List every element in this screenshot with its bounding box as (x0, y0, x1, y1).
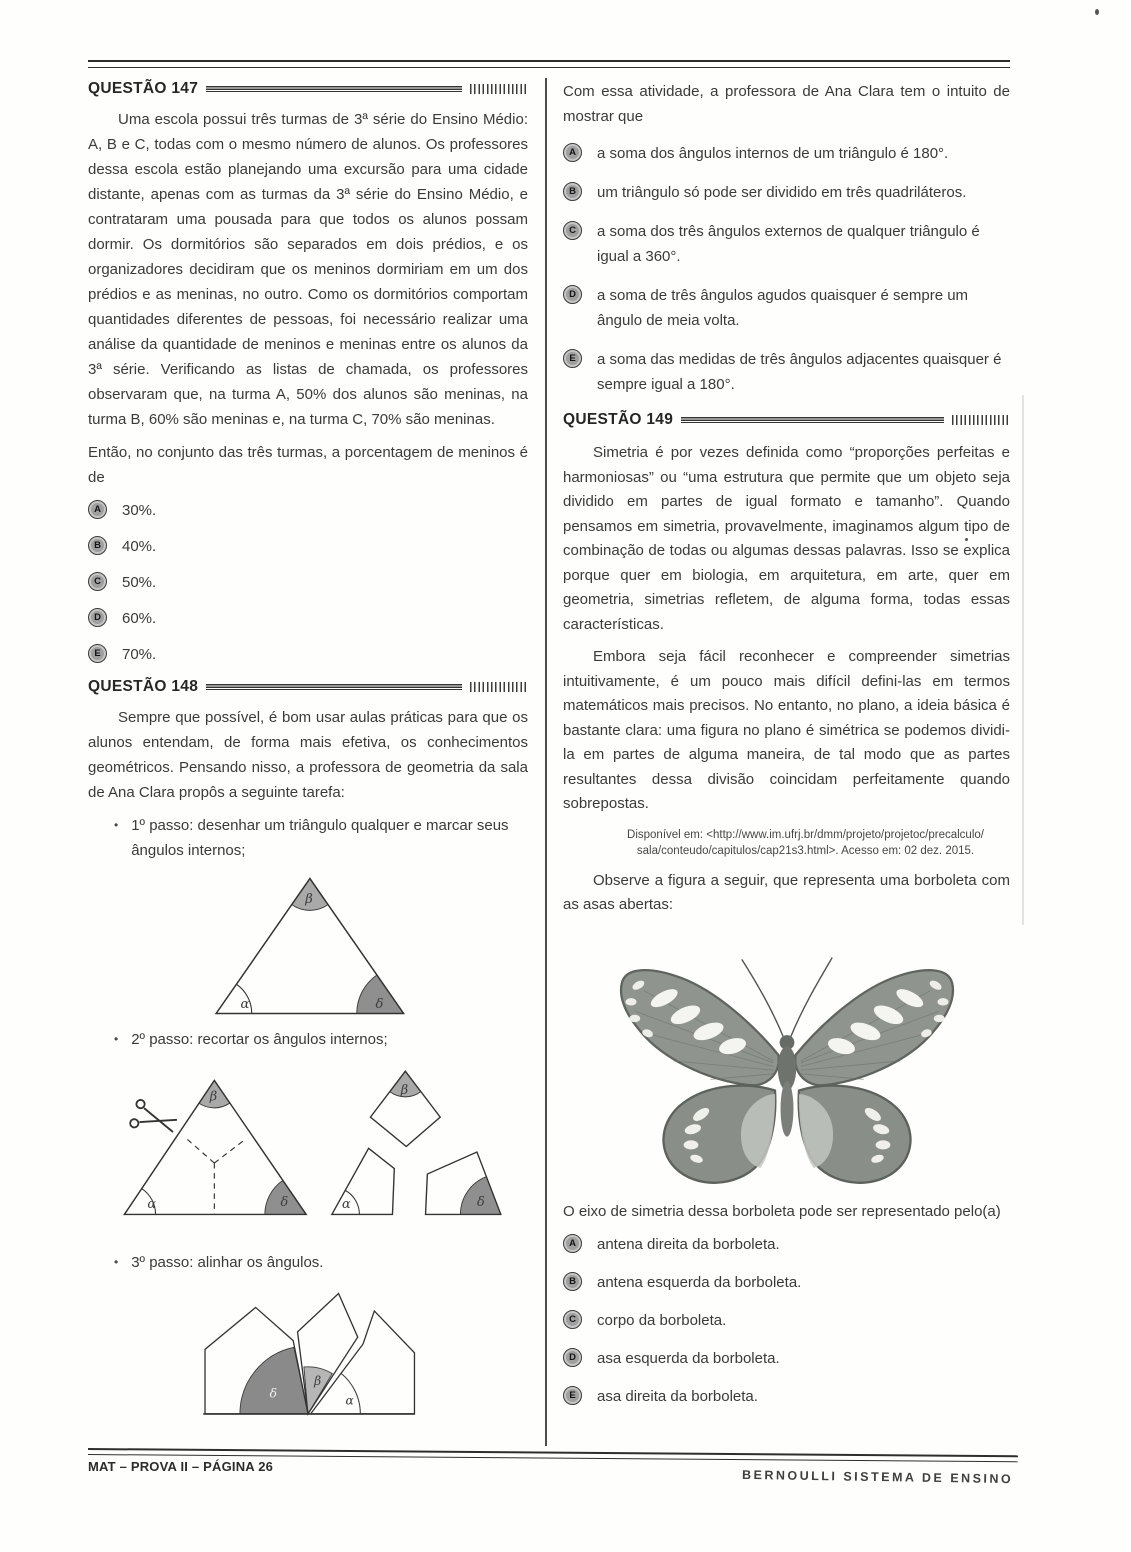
option-text: a soma dos ângulos internos de um triângulo é 180°. (597, 145, 949, 162)
option-text: a soma de três ângulos agudos quaisquer é sempre um ângulo de meia volta. (597, 287, 969, 329)
q148-option-b (563, 180, 1010, 205)
cut-angles-figure (106, 1060, 510, 1244)
q147-option-d (88, 606, 528, 631)
option-letter-badge: B (88, 536, 107, 555)
q148-options (563, 141, 1010, 397)
option-letter-badge: D (563, 285, 582, 304)
option-text: antena direita da borboleta. (597, 1236, 780, 1253)
beta-label: β (314, 1374, 322, 1389)
source-line-1: Disponível em: <http://www.im.ufrj.br/dmm/projeto/projetoc/precalculo/ (627, 828, 984, 841)
beta-label: β (305, 891, 313, 907)
alpha-piece-outline (311, 1311, 415, 1414)
source-citation (601, 827, 1010, 859)
left-column (88, 80, 528, 1433)
q148-option-a (563, 141, 1010, 166)
option-letter-badge: C (88, 572, 107, 591)
option-text: corpo da borboleta. (597, 1312, 727, 1329)
source-line-2: sala/conteudo/capitulos/cap21s3.html>. Acesso em: 02 dez. 2015. (636, 844, 975, 857)
option-text: 30%. (122, 502, 157, 519)
q149-option-b (563, 1270, 1010, 1295)
right-wing (795, 970, 953, 1183)
delta-label: δ (476, 1195, 485, 1211)
option-text: um triângulo só pode ser dividido em três quadriláteros. (597, 184, 967, 201)
left-wing (621, 970, 779, 1183)
q148-step-1: • 1º passo: desenhar um triângulo qualquer e marcar seus ângulos internos; (114, 813, 528, 863)
bullet-icon (114, 1027, 118, 1052)
scan-edge-artifact (1022, 395, 1024, 925)
option-letter-badge: A (88, 500, 107, 519)
option-letter-badge: A (563, 1234, 582, 1253)
delta-label: δ (269, 1386, 277, 1401)
beta-label: β (400, 1083, 409, 1099)
header-rule (206, 86, 462, 92)
q148-question: Com essa atividade, a professora de Ana Clara tem o intuito de mostrar que (563, 83, 1010, 125)
header-rule (681, 417, 944, 423)
header-hatch (470, 682, 528, 692)
right-column (563, 80, 1010, 1422)
bullet-icon (114, 813, 118, 863)
triangle-internal-angles-figure (195, 871, 421, 1021)
beta-label: β (209, 1089, 218, 1105)
aligned-angles-figure (177, 1283, 439, 1427)
delta-label: δ (280, 1195, 289, 1211)
option-letter-badge: E (563, 349, 582, 368)
alpha-label: α (240, 996, 250, 1012)
option-text: 40%. (122, 538, 157, 555)
delta-label: δ (375, 996, 384, 1012)
option-text: antena esquerda da borboleta. (597, 1274, 802, 1291)
cut-lines-dashed (185, 1137, 246, 1214)
q148-step-2: • 2º passo: recortar os ângulos internos; (114, 1027, 528, 1052)
scissors-icon (129, 1099, 179, 1140)
q149-paragraph-1: Simetria é por vezes definida como “proporções perfeitas e harmoniosas” ou “uma estrutura que permite que um objeto seja dividido em partes de igual formato e tamanho”. Quando pensamos em simetria, provavelmente, imaginamos algum tipo de combinação de todas ou algumas dessas palavras. Isso se explica porque quer em biologia, em arquitetura, em arte, quer em geometria, simetrias refletem, de alguma forma, todas essas características. (563, 444, 1010, 633)
option-text: a soma das medidas de três ângulos adjacentes quaisquer é sempre igual a 180°. (597, 351, 1002, 393)
option-letter-badge: B (563, 182, 582, 201)
q147-paragraph-2: Então, no conjunto das três turmas, a porcentagem de meninos é de (88, 444, 528, 486)
alpha-label: α (345, 1393, 354, 1408)
q149-option-c (563, 1308, 1010, 1333)
option-text: 50%. (122, 574, 157, 591)
q149-option-e (563, 1384, 1010, 1409)
option-letter-badge: D (88, 608, 107, 627)
q148-option-d (563, 283, 1010, 333)
q149-option-d (563, 1346, 1010, 1371)
option-text: asa direita da borboleta. (597, 1388, 758, 1405)
column-divider (545, 78, 547, 1446)
q149-paragraph-2: Embora seja fácil reconhecer e compreender simetrias intuitivamente, é um pouco mais difícil defini-las em termos matemáticos mais precisos. No entanto, no plano, a ideia básica é bastante clara: uma figura no plano é simétrica se podemos dividi-la em partes de alguma maneira, de tal modo que as partes resultantes dessa divisão coincidam perfeitamente quando sobrepostas. (563, 648, 1010, 812)
q147-option-a (88, 498, 528, 523)
question-148-title: QUESTÃO 148 (88, 678, 199, 695)
option-letter-badge: D (563, 1348, 582, 1367)
question-148-header (88, 678, 528, 696)
option-letter-badge: A (563, 143, 582, 162)
q149-options (563, 1232, 1010, 1409)
q147-option-b (88, 534, 528, 559)
option-text: 60%. (122, 610, 157, 627)
header-rule (206, 684, 462, 690)
question-149-header (563, 411, 1010, 429)
question-147-title: QUESTÃO 147 (88, 80, 199, 97)
header-hatch (952, 415, 1010, 425)
q147-option-e (88, 642, 528, 667)
butterfly-image (607, 926, 967, 1194)
top-rule (88, 60, 1010, 68)
delta-angle-sector (240, 1347, 308, 1414)
option-text: a soma dos três ângulos externos de qualquer triângulo é igual a 360°. (597, 223, 980, 265)
question-147-header (88, 80, 528, 98)
q148-step-3: • 3º passo: alinhar os ângulos. (114, 1250, 528, 1275)
option-letter-badge: E (88, 644, 107, 663)
q149-observe: Observe a figura a seguir, que representa uma borboleta com as asas abertas: (563, 871, 1010, 913)
header-hatch (470, 84, 528, 94)
footer-page-label: MAT – PROVA II – PÁGINA 26 (88, 1459, 274, 1474)
option-letter-badge: C (563, 1310, 582, 1329)
alpha-label: α (341, 1197, 351, 1213)
butterfly-abdomen (780, 1081, 793, 1136)
footer-publisher-label: BERNOULLI SISTEMA DE ENSINO (741, 1467, 1014, 1487)
bullet-icon (114, 1250, 118, 1275)
q147-option-c (88, 570, 528, 595)
q148-intro: Sempre que possível, é bom usar aulas práticas para que os alunos entendam, de forma mais efetiva, os conhecimentos geométricos. Pensando nisso, a professora de geometria da sala de Ana Clara propôs a seguinte tarefa: (88, 709, 528, 801)
q149-question: O eixo de simetria dessa borboleta pode ser representado pelo(a) (563, 1202, 1001, 1220)
option-letter-badge: C (563, 221, 582, 240)
q148-option-c (563, 219, 1010, 269)
option-letter-badge: B (563, 1272, 582, 1291)
q147-options (88, 498, 528, 667)
q148-option-e (563, 347, 1010, 397)
option-letter-badge: E (563, 1386, 582, 1405)
question-149-title: QUESTÃO 149 (563, 411, 674, 428)
scan-artifact (1095, 9, 1099, 15)
option-text: asa esquerda da borboleta. (597, 1350, 780, 1367)
alpha-label: α (147, 1197, 157, 1213)
option-text: 70%. (122, 646, 157, 663)
q147-paragraph-1: Uma escola possui três turmas de 3ª série do Ensino Médio: A, B e C, todas com o mesmo número de alunos. Os professores dessa escola estão planejando uma excursão para uma cidade distante, apenas com as turmas da 3ª série do Ensino Médio, e contrataram uma pousada para que todos os alunos possam dormir. Os dormitórios são separados em dois prédios, e os organizadores decidiram que os meninos dormiriam em um dos prédios e as meninas, no outro. Como os dormitórios comportam quantidades diferentes de pessoas, foi necessário realizar uma análise da quantidade de meninos e meninas entre os alunos da 3ª série. Verificando as listas de chamada, os professores observaram que, na turma A, 50% dos alunos são meninas, na turma B, 60% são meninas e, na turma C, 70% são meninas. (88, 111, 528, 428)
q149-option-a (563, 1232, 1010, 1257)
